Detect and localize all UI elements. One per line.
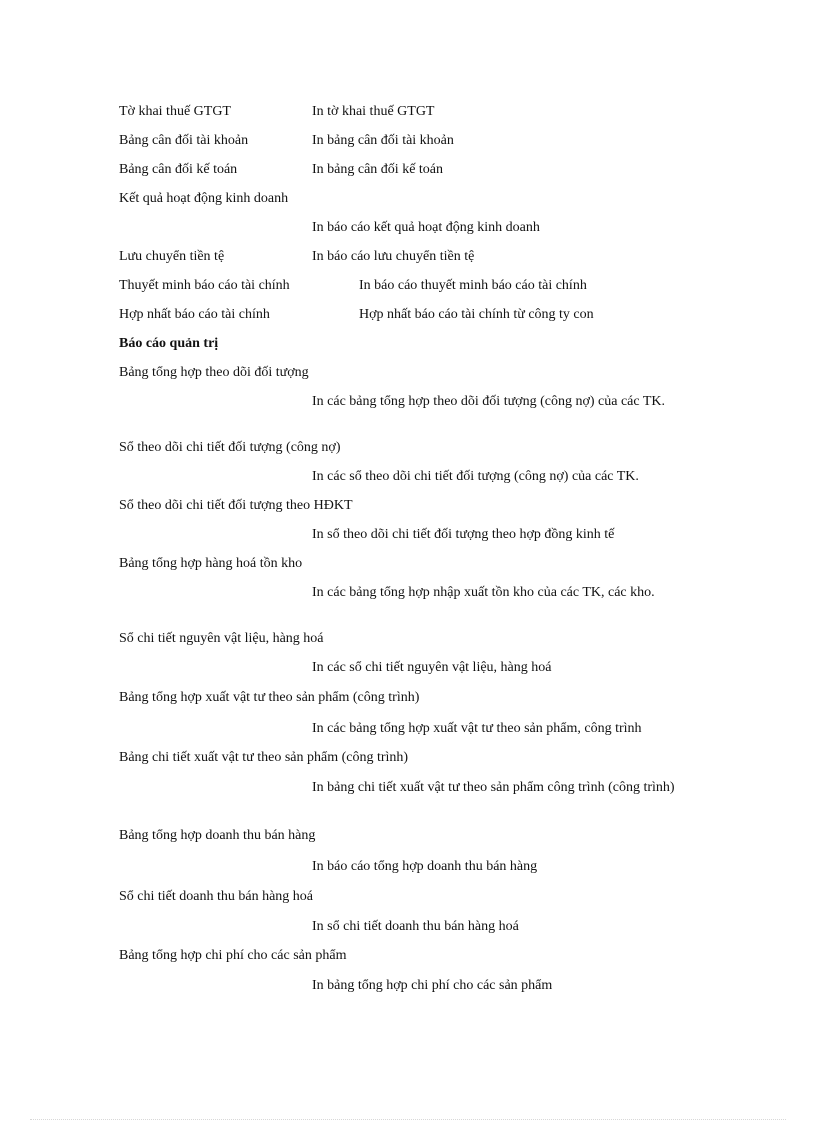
row-4-right: In báo cáo kết quả hoạt động kinh doanh: [312, 220, 540, 235]
item-5-title: Sổ chi tiết nguyên vật liệu, hàng hoá: [119, 631, 324, 646]
row-1-left: Tờ khai thuế GTGT: [119, 104, 231, 119]
item-7-title: Bảng chi tiết xuất vật tư theo sản phẩm (công trình): [119, 750, 409, 765]
row-6-left: Thuyết minh báo cáo tài chính: [119, 278, 290, 293]
row-5-right: In báo cáo lưu chuyển tiền tệ: [312, 249, 475, 264]
row-6-right: In báo cáo thuyết minh báo cáo tài chính: [359, 278, 587, 293]
item-6-title: Bảng tổng hợp xuất vật tư theo sản phẩm (công trình): [119, 690, 420, 705]
item-10-desc: In bảng tổng hợp chi phí cho các sản phẩm: [312, 978, 553, 993]
row-7-right: Hợp nhất báo cáo tài chính từ công ty con: [359, 307, 594, 322]
row-3-right: In bảng cân đối kế toán: [312, 162, 444, 177]
row-4-left: Kết quả hoạt động kinh doanh: [119, 191, 289, 206]
item-1-title: Bảng tổng hợp theo dõi đối tượng: [119, 365, 309, 380]
item-4-desc: In các bảng tổng hợp nhập xuất tồn kho của các TK, các kho.: [312, 585, 655, 600]
item-7-desc: In bảng chi tiết xuất vật tư theo sản phẩm công trình (công trình): [312, 780, 675, 795]
page-bottom-rule: [30, 1119, 786, 1120]
item-4-title: Bảng tổng hợp hàng hoá tồn kho: [119, 556, 303, 571]
item-3-desc: In sổ theo dõi chi tiết đối tượng theo hợp đồng kinh tế: [312, 527, 615, 542]
item-1-desc: In các bảng tổng hợp theo dõi đối tượng (công nợ) của các TK.: [312, 394, 665, 409]
item-8-title: Bảng tổng hợp doanh thu bán hàng: [119, 828, 316, 843]
item-2-desc: In các sổ theo dõi chi tiết đối tượng (công nợ) của các TK.: [312, 469, 639, 484]
item-5-desc: In các sổ chi tiết nguyên vật liệu, hàng hoá: [312, 660, 552, 675]
row-1-right: In tờ khai thuế GTGT: [312, 104, 435, 119]
item-2-title: Sổ theo dõi chi tiết đối tượng (công nợ): [119, 440, 341, 455]
row-3-left: Bảng cân đối kế toán: [119, 162, 238, 177]
item-9-title: Sổ chi tiết doanh thu bán hàng hoá: [119, 889, 314, 904]
item-10-title: Bảng tổng hợp chi phí cho các sản phẩm: [119, 948, 347, 963]
item-8-desc: In báo cáo tổng hợp doanh thu bán hàng: [312, 859, 538, 874]
row-7-left: Hợp nhất báo cáo tài chính: [119, 307, 270, 322]
item-3-title: Sổ theo dõi chi tiết đối tượng theo HĐKT: [119, 498, 353, 513]
row-2-left: Bảng cân đối tài khoản: [119, 133, 249, 148]
item-9-desc: In sổ chi tiết doanh thu bán hàng hoá: [312, 919, 519, 934]
section-heading: Báo cáo quản trị: [119, 336, 219, 351]
row-5-left: Lưu chuyển tiền tệ: [119, 249, 225, 264]
item-6-desc: In các bảng tổng hợp xuất vật tư theo sản phẩm, công trình: [312, 721, 642, 736]
row-2-right: In bảng cân đối tài khoản: [312, 133, 454, 148]
